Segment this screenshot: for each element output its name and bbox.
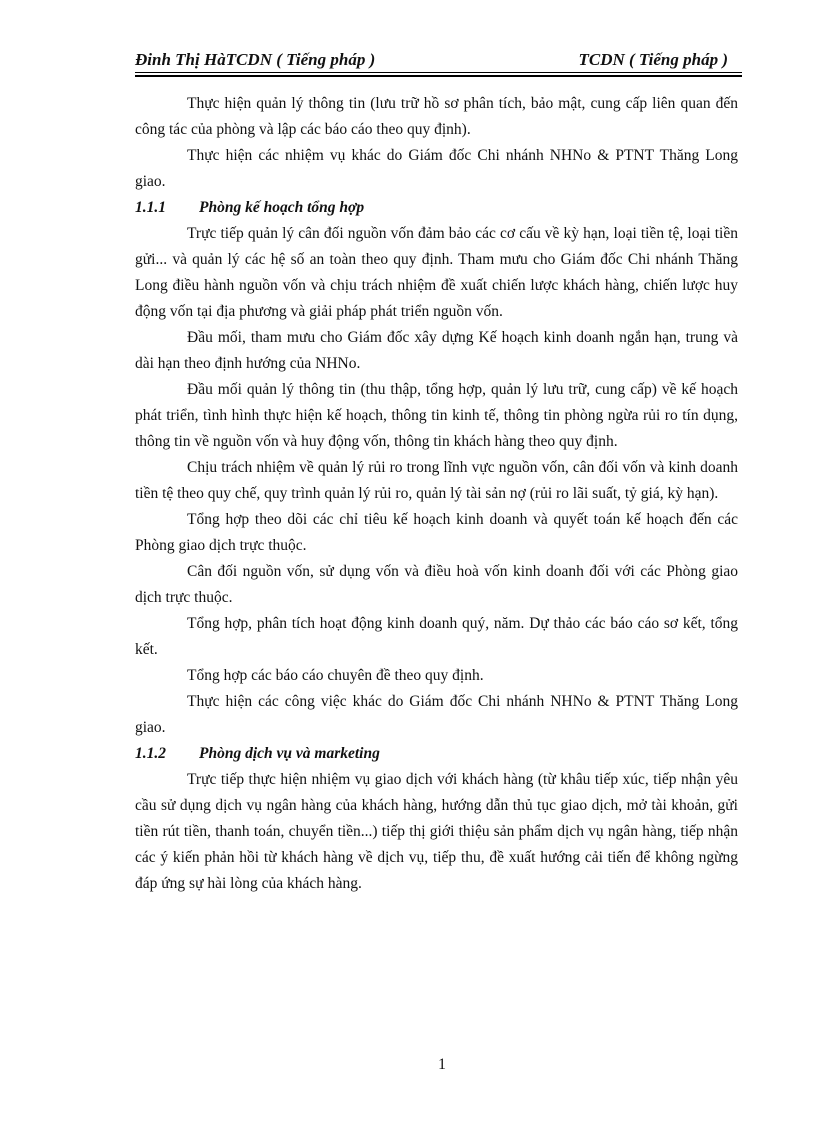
paragraph: Tổng hợp theo dõi các chỉ tiêu kế hoạch kinh doanh và quyết toán kế hoạch đến các Phòng giao dịch trực thuộc. xyxy=(135,511,738,554)
page-header xyxy=(135,50,740,74)
section-heading xyxy=(135,195,738,221)
paragraph: Chịu trách nhiệm về quản lý rủi ro trong lĩnh vực nguồn vốn, cân đối vốn và kinh doanh tiền tệ theo quy chế, quy trình quản lý rủi ro, quản lý tài sản nợ (rủi ro lãi suất, tỷ giá, kỳ hạn). xyxy=(135,459,738,502)
section-number: 1.1.2 xyxy=(135,745,166,762)
page-footer xyxy=(0,1056,816,1074)
paragraph: Thực hiện các công việc khác do Giám đốc Chi nhánh NHNo & PTNT Thăng Long giao. xyxy=(135,693,738,736)
section-number: 1.1.1 xyxy=(135,199,166,216)
section-heading xyxy=(135,741,738,767)
paragraph: Thực hiện các nhiệm vụ khác do Giám đốc Chi nhánh NHNo & PTNT Thăng Long giao. xyxy=(135,147,738,190)
paragraph: Thực hiện quản lý thông tin (lưu trữ hồ sơ phân tích, bảo mật, cung cấp liên quan đến công tác của phòng và lập các báo cáo theo quy định). xyxy=(135,95,738,138)
page-number: 1 xyxy=(438,1056,446,1073)
paragraph: Trực tiếp quản lý cân đối nguồn vốn đảm bảo các cơ cấu về kỳ hạn, loại tiền tệ, loại tiền gửi... và quản lý các hệ số an toàn theo quy định. Tham mưu cho Giám đốc Chi nhánh Thăng Long điều hành nguồn vốn và chịu trách nhiệm đề xuất chiến lược khách hàng, chiến lược huy động vốn tại địa phương và giải pháp phát triển nguồn vốn. xyxy=(135,225,738,320)
paragraph: Trực tiếp thực hiện nhiệm vụ giao dịch với khách hàng (từ khâu tiếp xúc, tiếp nhận yêu cầu sử dụng dịch vụ ngân hàng của khách hàng, hướng dẫn thủ tục giao dịch, mở tài khoản, gửi tiền rút tiền, thanh toán, chuyển tiền...) tiếp thị giới thiệu sản phẩm dịch vụ ngân hàng, tiếp nhận các ý kiến phản hồi từ khách hàng về dịch vụ, tiếp thu, đề xuất hướng cải tiến để không ngừng đáp ứng sự hài lòng của khách hàng. xyxy=(135,771,738,892)
paragraph: Tổng hợp các báo cáo chuyên đề theo quy định. xyxy=(187,667,484,684)
header-course: TCDN ( Tiếng pháp ) xyxy=(578,50,728,69)
paragraph: Đầu mối, tham mưu cho Giám đốc xây dựng Kế hoạch kinh doanh ngắn hạn, trung và dài hạn theo định hướng của NHNo. xyxy=(135,329,738,372)
paragraph: Tổng hợp, phân tích hoạt động kinh doanh quý, năm. Dự thảo các báo cáo sơ kết, tổng kết. xyxy=(135,615,738,658)
paragraph: Đầu mối quản lý thông tin (thu thập, tổng hợp, quản lý lưu trữ, cung cấp) về kế hoạch phát triển, tình hình thực hiện kế hoạch, thông tin kinh tế, thông tin phòng ngừa rủi ro tín dụng, thông tin về nguồn vốn và huy động vốn, thông tin khách hàng theo quy định. xyxy=(135,381,738,450)
header-author: Đinh Thị HàTCDN ( Tiếng pháp ) xyxy=(135,50,376,69)
header-rule-thick xyxy=(135,75,742,77)
section-title: Phòng dịch vụ và marketing xyxy=(199,745,380,762)
paragraph: Cân đối nguồn vốn, sử dụng vốn và điều hoà vốn kinh doanh đối với các Phòng giao dịch trực thuộc. xyxy=(135,563,738,606)
document-body xyxy=(135,91,738,897)
header-rule-thin xyxy=(135,72,742,73)
section-title: Phòng kế hoạch tổng hợp xyxy=(199,199,365,216)
